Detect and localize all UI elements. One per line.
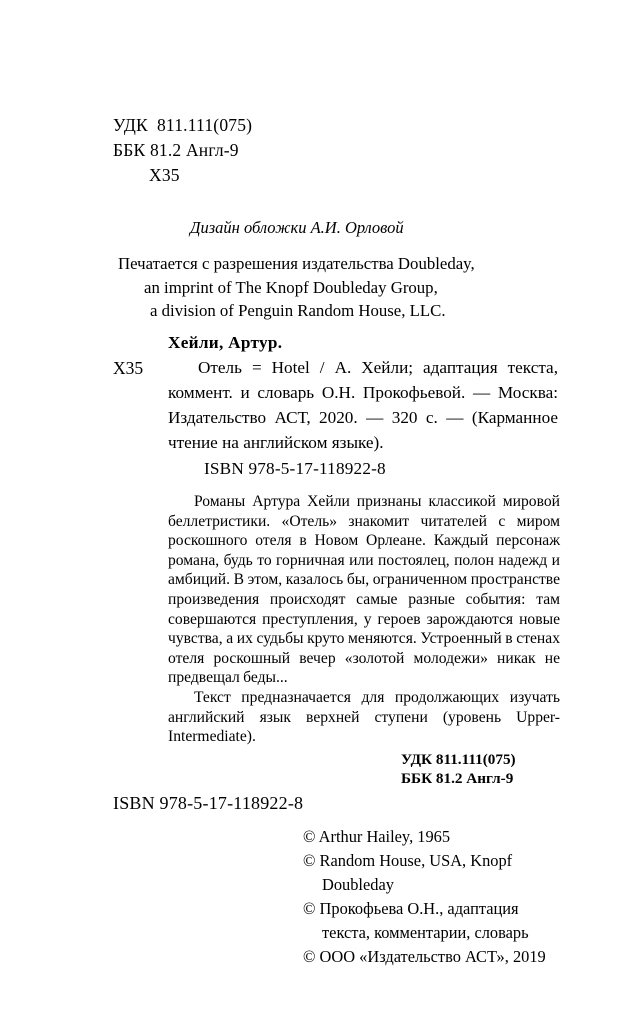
classification-bottom [401,750,516,788]
annotation-block [168,492,560,747]
udk-code: УДК 811.111(075) [113,115,253,135]
permission-line-3: a division of Penguin Random House, LLC. [150,301,446,320]
shelf-code: Х35 [149,165,180,185]
card-description [168,355,558,455]
copyright-line-2: © Random House, USA, Knopf [303,851,513,870]
annotation-paragraph-1: Романы Артура Хейли признаны классикой мировой беллетристики. «Отель» знакомит читателей с миром роскошного отеля в Новом Орлеане. Каждый персонаж романа, будь то горничная или постоялец, полон надежд и амбиций. В этом, казалось бы, ограниченном пространстве произведения происходят самые разные события: там совершаются преступления, у героев зарождаются новые чувства, а их судьбы круто меняются. Устроенный в стенах отеля роскошный вечер «золотой молодежи» никак не предвещал беды... [168,493,560,687]
copyright-block [303,825,573,969]
card-shelf-code: Х35 [113,358,144,378]
catalog-card [168,330,558,481]
cover-designer-credit: Дизайн обложки А.И. Орловой [190,218,404,237]
annotation-paragraph-2: Текст предназначается для продолжающих изучать английский язык верхней ступени (уровень Upper-Intermediate). [168,688,560,746]
bbk-code: ББК 81.2 Англ-9 [113,140,239,160]
publishing-permission [118,252,538,323]
card-isbn: ISBN 978-5-17-118922-8 [204,459,386,478]
udk-code-bottom: УДК 811.111(075) [401,751,516,768]
copyright-line-1: © Arthur Hailey, 1965 [303,827,451,846]
isbn-bottom: ISBN 978-5-17-118922-8 [113,793,304,813]
permission-line-1: Печатается с разрешения издательства Doubleday, [118,254,475,273]
copyright-line-4: © ООО «Издательство АСТ», 2019 [303,947,546,966]
card-author: Хейли, Артур. [168,333,283,352]
permission-line-2: an imprint of The Knopf Doubleday Group, [144,277,438,297]
copyright-line-3-continued: текста, комментарии, словарь [322,923,529,942]
card-description-text: Отель = Hotel / А. Хейли; адаптация текста, коммент. и словарь О.Н. Прокофьевой. — Москва: Издательство АСТ, 2020. — 320 с. — (Карманное чтение на английском языке). [168,358,558,452]
copyright-line-3: © Прокофьева О.Н., адаптация [303,899,519,918]
copyright-line-2-continued: Doubleday [322,875,394,894]
classification-block [113,113,252,188]
bbk-code-bottom: ББК 81.2 Англ-9 [401,770,514,787]
